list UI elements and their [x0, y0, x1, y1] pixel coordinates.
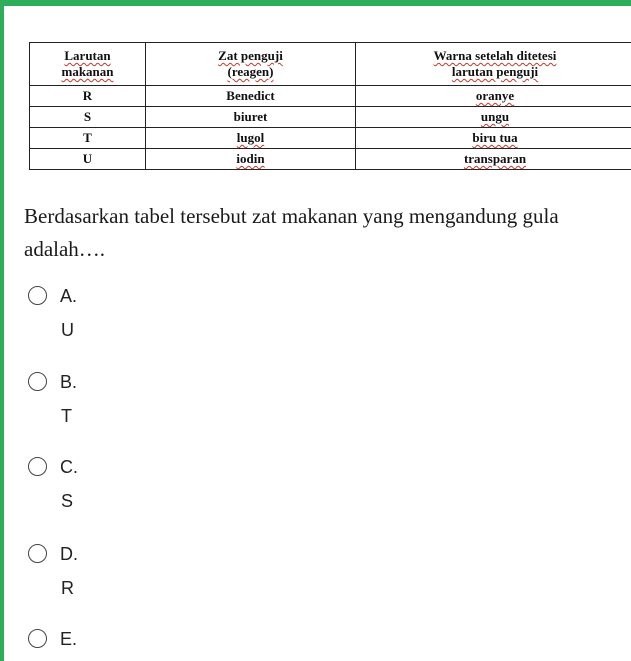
table-header-cell: Zat penguji (reagen) — [146, 43, 356, 86]
reagent-table — [29, 42, 631, 170]
table-cell: biru tua — [356, 128, 631, 149]
question-text: Berdasarkan tabel tersebut zat makanan yang mengandung gula adalah…. — [24, 204, 559, 261]
accent-top-bar — [4, 0, 631, 6]
option-value: R — [61, 578, 74, 598]
radio-button[interactable] — [28, 372, 47, 391]
table-cell: biuret — [146, 107, 356, 128]
radio-button[interactable] — [28, 629, 47, 648]
table-cell: lugol — [146, 128, 356, 149]
table-cell: R — [30, 86, 146, 107]
radio-button[interactable] — [28, 286, 47, 305]
table-row — [30, 128, 631, 149]
table-header-cell: Larutan makanan — [30, 43, 146, 86]
radio-button[interactable] — [28, 457, 47, 476]
table-cell: ungu — [356, 107, 631, 128]
table-cell: transparan — [356, 149, 631, 170]
table-cell: T — [30, 128, 146, 149]
table-cell: U — [30, 149, 146, 170]
option-value: T — [61, 406, 72, 426]
table-row — [30, 149, 631, 170]
option-letter: D. — [60, 544, 78, 564]
table-cell: iodin — [146, 149, 356, 170]
table-row — [30, 107, 631, 128]
radio-button[interactable] — [28, 544, 47, 563]
table-header-row — [30, 43, 631, 86]
option-letter: E. — [60, 629, 78, 649]
option-letter: C. — [60, 457, 78, 477]
option-value: S — [61, 491, 74, 511]
table-cell: Benedict — [146, 86, 356, 107]
table-row — [30, 86, 631, 107]
option-letter: A. — [60, 286, 78, 306]
table-header-cell: Warna setelah ditetesi larutan penguji — [356, 43, 631, 86]
option-letter: B. — [60, 372, 78, 392]
option-value: U — [61, 320, 74, 340]
table-cell: S — [30, 107, 146, 128]
table-cell: oranye — [356, 86, 631, 107]
